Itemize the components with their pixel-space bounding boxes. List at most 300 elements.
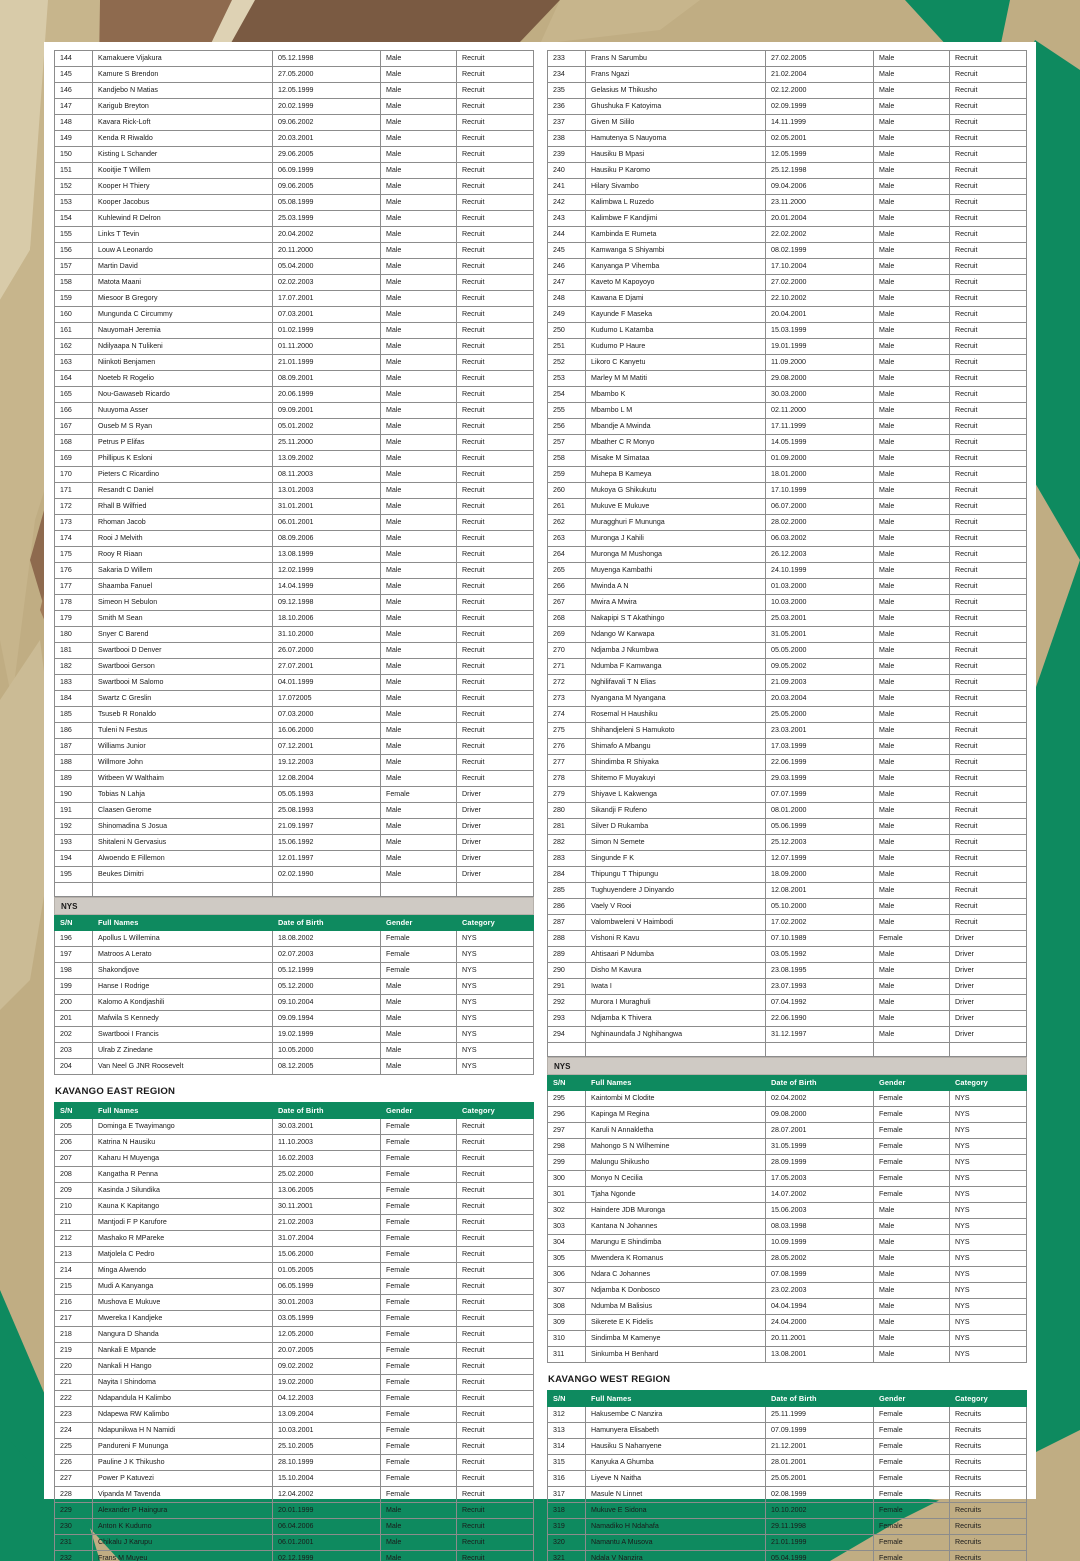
cell-dob: 25.10.2005 [273, 1439, 381, 1455]
cell-dob: 13.06.2005 [273, 1183, 381, 1199]
cell-category: Recruit [457, 211, 534, 227]
cell-gender: Male [381, 979, 457, 995]
cell-sn: 266 [548, 579, 586, 595]
cell-category: Recruit [457, 547, 534, 563]
cell-category: Recruit [950, 787, 1027, 803]
cell-sn: 281 [548, 819, 586, 835]
cell-gender: Female [381, 1263, 457, 1279]
table-row [55, 1535, 534, 1551]
column-header-category: Category [457, 915, 534, 931]
table-row [55, 67, 534, 83]
cell-full-name: Shaamba Fanuel [93, 579, 273, 595]
cell-dob: 07.08.1999 [766, 1267, 874, 1283]
table-row [55, 803, 534, 819]
cell-full-name: NauyomaH Jeremia [93, 323, 273, 339]
table-row [55, 163, 534, 179]
cell-sn: 308 [548, 1299, 586, 1315]
cell-gender: Female [874, 1407, 950, 1423]
cell-dob: 02.07.2003 [273, 947, 381, 963]
cell-dob: 19.12.2003 [273, 755, 381, 771]
cell-sn: 307 [548, 1283, 586, 1299]
table-row [548, 147, 1027, 163]
cell-category: Recruit [457, 227, 534, 243]
table-row [548, 691, 1027, 707]
cell-sn: 311 [548, 1347, 586, 1363]
cell-dob: 02.08.1999 [766, 1487, 874, 1503]
cell-category: Recruit [457, 355, 534, 371]
table-row [548, 163, 1027, 179]
cell-sn: 170 [55, 467, 93, 483]
cell-full-name: Alwoendo E Fillemon [93, 851, 273, 867]
cell-category: Recruit [950, 371, 1027, 387]
table-row [55, 419, 534, 435]
table-row [548, 1091, 1027, 1107]
cell-full-name: Rhoman Jacob [93, 515, 273, 531]
cell-category: Recruit [950, 451, 1027, 467]
cell-category: Recruit [457, 275, 534, 291]
cell-full-name: Ghushuka F Katoyima [586, 99, 766, 115]
cell-gender: Female [381, 1247, 457, 1263]
cell-full-name: Kooper Jacobus [93, 195, 273, 211]
cell-category: Recruit [950, 915, 1027, 931]
cell-category: NYS [950, 1235, 1027, 1251]
cell-full-name: Matroos A Lerato [93, 947, 273, 963]
cell-gender: Female [874, 1551, 950, 1561]
table-row [55, 1151, 534, 1167]
table-row [548, 1011, 1027, 1027]
cell-sn: 238 [548, 131, 586, 147]
cell-category: Recruits [950, 1503, 1027, 1519]
cell-category: Recruit [457, 419, 534, 435]
table-row [55, 1215, 534, 1231]
cell-gender: Female [874, 1455, 950, 1471]
cell-full-name: Hilary Sivambo [586, 179, 766, 195]
cell-dob: 12.05.1999 [766, 147, 874, 163]
table-row [548, 963, 1027, 979]
cell-gender: Male [381, 371, 457, 387]
cell-gender: Female [381, 1423, 457, 1439]
cell-category: Driver [457, 835, 534, 851]
table-row [548, 467, 1027, 483]
cell-gender: Male [381, 51, 457, 67]
cell-sn: 242 [548, 195, 586, 211]
cell-full-name: Niinkoti Benjamen [93, 355, 273, 371]
cell-gender: Male [381, 419, 457, 435]
cell-category: Recruit [457, 563, 534, 579]
table-header-row [55, 915, 534, 931]
cell-full-name: Vaely V Rooi [586, 899, 766, 915]
cell-dob: 22.06.1990 [766, 1011, 874, 1027]
cell-category: Recruit [457, 707, 534, 723]
cell-gender: Female [874, 1423, 950, 1439]
cell-gender: Male [381, 595, 457, 611]
table-row [55, 467, 534, 483]
cell-gender: Female [874, 1139, 950, 1155]
cell-gender: Male [381, 323, 457, 339]
table-row [548, 291, 1027, 307]
cell-dob: 09.06.2002 [273, 115, 381, 131]
table-row [548, 403, 1027, 419]
cell-dob: 01.11.2000 [273, 339, 381, 355]
cell-sn: 202 [55, 1027, 93, 1043]
cell-category: Recruit [950, 323, 1027, 339]
cell-gender: Female [381, 1279, 457, 1295]
cell-dob: 02.04.2002 [766, 1091, 874, 1107]
cell-dob: 21.02.2004 [766, 67, 874, 83]
cell-sn: 153 [55, 195, 93, 211]
cell-dob: 25.08.1993 [273, 803, 381, 819]
table-row [548, 547, 1027, 563]
cell-gender: Male [874, 195, 950, 211]
cell-gender: Female [874, 1123, 950, 1139]
cell-full-name: Mungunda C Circummy [93, 307, 273, 323]
cell-dob: 04.04.1994 [766, 1299, 874, 1315]
cell-gender: Female [381, 1359, 457, 1375]
table-body [548, 51, 1027, 1043]
cell-category: Recruit [457, 1151, 534, 1167]
cell-sn: 277 [548, 755, 586, 771]
cell-gender: Male [874, 1347, 950, 1363]
cell-gender: Male [381, 1011, 457, 1027]
cell-category: NYS [457, 995, 534, 1011]
table-row [55, 51, 534, 67]
cell-category: NYS [457, 947, 534, 963]
cell-dob: 06.01.2001 [273, 515, 381, 531]
cell-category: Recruit [457, 643, 534, 659]
cell-gender: Male [381, 499, 457, 515]
table-row [548, 195, 1027, 211]
table-row [55, 579, 534, 595]
cell-dob: 19.02.1999 [273, 1027, 381, 1043]
cell-category: Recruit [457, 595, 534, 611]
cell-dob: 08.01.2000 [766, 803, 874, 819]
cell-dob: 12.05.2000 [273, 1327, 381, 1343]
cell-gender: Female [381, 1119, 457, 1135]
cell-full-name: Ndala V Nanzira [586, 1551, 766, 1561]
cell-full-name: Mudi A Kanyanga [93, 1279, 273, 1295]
cell-category: NYS [457, 1027, 534, 1043]
table-row [55, 403, 534, 419]
cell-gender: Male [874, 723, 950, 739]
table-head [548, 1391, 1027, 1407]
cell-category: Recruit [457, 483, 534, 499]
cell-dob: 15.06.2000 [273, 1247, 381, 1263]
cell-sn: 152 [55, 179, 93, 195]
cell-full-name: Hamutenya S Nauyoma [586, 131, 766, 147]
cell-category: Recruit [950, 739, 1027, 755]
cell-category: Recruit [457, 1279, 534, 1295]
cell-full-name: Valombweleni V Haimbodi [586, 915, 766, 931]
table-row [55, 611, 534, 627]
cell-full-name: Frans Ngazi [586, 67, 766, 83]
cell-category: Driver [950, 1011, 1027, 1027]
cell-full-name: Phillipus K Esloni [93, 451, 273, 467]
cell-category: Recruit [950, 867, 1027, 883]
cell-gender: Male [874, 675, 950, 691]
cell-sn: 296 [548, 1107, 586, 1123]
cell-category: Recruit [457, 1359, 534, 1375]
cell-full-name: Mukuve E Mukuve [586, 499, 766, 515]
cell-gender: Male [381, 867, 457, 883]
cell-full-name: Given M Sililo [586, 115, 766, 131]
table-row [55, 675, 534, 691]
table-row [55, 179, 534, 195]
region-heading-kavango-east: KAVANGO EAST REGION [55, 1086, 176, 1097]
cell-category: Recruits [950, 1519, 1027, 1535]
cell-category: Recruit [457, 179, 534, 195]
cell-sn: 315 [548, 1455, 586, 1471]
cell-full-name: Tobias N Lahja [93, 787, 273, 803]
cell-category: Recruit [950, 211, 1027, 227]
cell-category: Recruit [950, 403, 1027, 419]
cell-category: Recruit [457, 1503, 534, 1519]
cell-full-name: Kawana E Djami [586, 291, 766, 307]
cell-category: Recruit [457, 1423, 534, 1439]
cell-category: Recruit [457, 387, 534, 403]
cell-full-name: Snyer C Barend [93, 627, 273, 643]
cell-dob: 27.05.2000 [273, 67, 381, 83]
cell-category: Recruit [457, 435, 534, 451]
cell-gender: Male [381, 451, 457, 467]
cell-sn: 185 [55, 707, 93, 723]
cell-sn: 212 [55, 1231, 93, 1247]
cell-sn: 231 [55, 1535, 93, 1551]
cell-sn: 279 [548, 787, 586, 803]
cell-category: Recruit [950, 67, 1027, 83]
cell-full-name: Nyangana M Nyangana [586, 691, 766, 707]
cell-category: Recruits [950, 1439, 1027, 1455]
cell-gender: Male [874, 371, 950, 387]
cell-sn: 232 [55, 1551, 93, 1561]
cell-dob: 12.04.2002 [273, 1487, 381, 1503]
cell-dob: 02.05.2001 [766, 131, 874, 147]
cell-full-name: Matota Maani [93, 275, 273, 291]
cell-sn: 300 [548, 1171, 586, 1187]
table-row [548, 803, 1027, 819]
table-row [548, 1219, 1027, 1235]
cell-category: Recruit [950, 627, 1027, 643]
table-body [55, 1119, 534, 1561]
cell-full-name: Tuleni N Festus [93, 723, 273, 739]
cell-full-name: Kalimbwa L Ruzedo [586, 195, 766, 211]
cell-sn: 275 [548, 723, 586, 739]
cell-full-name: Kaharu H Muyenga [93, 1151, 273, 1167]
cell-dob: 28.07.2001 [766, 1123, 874, 1139]
cell-dob: 12.07.1999 [766, 851, 874, 867]
cell-dob: 05.01.2002 [273, 419, 381, 435]
cell-sn: 245 [548, 243, 586, 259]
cell-dob: 14.05.1999 [766, 435, 874, 451]
cell-gender: Male [381, 163, 457, 179]
table-row [548, 1171, 1027, 1187]
cell-category: Driver [457, 851, 534, 867]
cell-dob: 06.09.1999 [273, 163, 381, 179]
cell-sn: 286 [548, 899, 586, 915]
table-row [548, 435, 1027, 451]
cell-sn: 210 [55, 1199, 93, 1215]
cell-category: Recruit [457, 675, 534, 691]
cell-gender: Male [874, 611, 950, 627]
cell-gender: Male [874, 867, 950, 883]
cell-sn: 206 [55, 1135, 93, 1151]
cell-full-name: Pieters C Ricardino [93, 467, 273, 483]
table-row [548, 979, 1027, 995]
cell-gender: Male [874, 915, 950, 931]
table-row [55, 563, 534, 579]
cell-dob: 02.09.1999 [766, 99, 874, 115]
cell-sn: 260 [548, 483, 586, 499]
cell-gender: Male [874, 1331, 950, 1347]
cell-dob: 31.01.2001 [273, 499, 381, 515]
cell-dob: 09.06.2005 [273, 179, 381, 195]
table-row [55, 339, 534, 355]
cell-gender: Male [381, 1551, 457, 1561]
cell-category: NYS [950, 1139, 1027, 1155]
cell-sn: 172 [55, 499, 93, 515]
cell-dob: 06.03.2002 [766, 531, 874, 547]
cell-dob: 21.01.1999 [766, 1535, 874, 1551]
cell-gender: Female [381, 963, 457, 979]
cell-gender: Male [381, 83, 457, 99]
cell-sn: 162 [55, 339, 93, 355]
cell-sn: 217 [55, 1311, 93, 1327]
cell-dob: 20.03.2001 [273, 131, 381, 147]
cell-category: Recruit [457, 755, 534, 771]
cell-gender: Male [381, 851, 457, 867]
cell-full-name: Nou-Gawaseb Ricardo [93, 387, 273, 403]
cell-gender: Male [874, 835, 950, 851]
cell-category: Driver [457, 803, 534, 819]
cell-full-name: Sinkumba H Benhard [586, 1347, 766, 1363]
cell-sn: 188 [55, 755, 93, 771]
cell-category: Recruit [457, 451, 534, 467]
cell-sn: 278 [548, 771, 586, 787]
cell-full-name: Ndilyaapa N Tulikeni [93, 339, 273, 355]
table-row [548, 323, 1027, 339]
cell-dob: 13.08.2001 [766, 1347, 874, 1363]
cell-gender: Male [874, 979, 950, 995]
cell-category: Recruit [457, 1535, 534, 1551]
table-row [55, 1407, 534, 1423]
cell-gender: Male [874, 995, 950, 1011]
cell-dob: 31.05.1999 [766, 1139, 874, 1155]
cell-sn: 316 [548, 1471, 586, 1487]
cell-dob: 25.02.2000 [273, 1167, 381, 1183]
cell-gender: Male [874, 1027, 950, 1043]
cell-sn: 298 [548, 1139, 586, 1155]
table-row [548, 387, 1027, 403]
cell-dob: 24.04.2000 [766, 1315, 874, 1331]
cell-dob: 14.11.1999 [766, 115, 874, 131]
cell-gender: Male [381, 1027, 457, 1043]
cell-gender: Female [381, 1311, 457, 1327]
cell-sn: 254 [548, 387, 586, 403]
cell-sn: 197 [55, 947, 93, 963]
cell-gender: Male [874, 739, 950, 755]
cell-full-name: Chikalu J Karupu [93, 1535, 273, 1551]
cell-full-name: Minga Alwendo [93, 1263, 273, 1279]
cell-full-name: Matjolela C Pedro [93, 1247, 273, 1263]
cell-full-name: Nankali H Hango [93, 1359, 273, 1375]
table-row [548, 1027, 1027, 1043]
cell-dob: 12.08.2001 [766, 883, 874, 899]
cell-gender: Male [874, 259, 950, 275]
cell-dob: 02.02.2003 [273, 275, 381, 291]
cell-dob: 07.07.1999 [766, 787, 874, 803]
table-row [55, 963, 534, 979]
table-row [55, 595, 534, 611]
cell-dob: 25.03.1999 [273, 211, 381, 227]
table-row [55, 691, 534, 707]
cell-category: Recruit [457, 467, 534, 483]
table-row [548, 227, 1027, 243]
cell-sn: 247 [548, 275, 586, 291]
cell-gender: Male [381, 291, 457, 307]
cell-gender: Male [874, 115, 950, 131]
cell-sn: 164 [55, 371, 93, 387]
table-row [548, 1551, 1027, 1561]
cell-dob: 20.01.1999 [273, 1503, 381, 1519]
cell-sn: 268 [548, 611, 586, 627]
cell-gender: Male [381, 515, 457, 531]
cell-full-name: Kaveto M Kapoyoyo [586, 275, 766, 291]
cell-category: Recruit [950, 163, 1027, 179]
cell-gender: Male [874, 387, 950, 403]
cell-sn: 149 [55, 131, 93, 147]
cell-dob: 16.02.2003 [273, 1151, 381, 1167]
cell-dob: 18.10.2006 [273, 611, 381, 627]
cell-dob: 25.11.2000 [273, 435, 381, 451]
cell-dob: 29.11.1998 [766, 1519, 874, 1535]
cell-sn: 287 [548, 915, 586, 931]
cell-gender: Male [381, 611, 457, 627]
column-header-dob: Date of Birth [766, 1391, 874, 1407]
cell-full-name: Hanse I Rodrige [93, 979, 273, 995]
cell-gender: Female [381, 1327, 457, 1343]
cell-sn: 265 [548, 563, 586, 579]
table-row [55, 387, 534, 403]
cell-gender: Male [874, 451, 950, 467]
cell-sn: 251 [548, 339, 586, 355]
cell-full-name: Simon N Semete [586, 835, 766, 851]
table-row [548, 1107, 1027, 1123]
cell-sn: 248 [548, 291, 586, 307]
cell-gender: Male [381, 643, 457, 659]
cell-category: Recruit [950, 579, 1027, 595]
cell-sn: 173 [55, 515, 93, 531]
table-row [55, 531, 534, 547]
cell-dob: 06.01.2001 [273, 1535, 381, 1551]
cell-gender: Male [381, 995, 457, 1011]
cell-dob: 01.02.1999 [273, 323, 381, 339]
cell-full-name: Misake M Simataa [586, 451, 766, 467]
cell-category: NYS [950, 1123, 1027, 1139]
table-row [55, 1439, 534, 1455]
cell-category: Recruit [457, 1199, 534, 1215]
cell-full-name: Noeteb R Rogelio [93, 371, 273, 387]
cell-category: Recruits [950, 1471, 1027, 1487]
cell-full-name: Nankali E Mpande [93, 1343, 273, 1359]
cell-sn: 203 [55, 1043, 93, 1059]
cell-full-name: Kanyuka A Ghumba [586, 1455, 766, 1471]
cell-full-name: Mwendera K Romanus [586, 1251, 766, 1267]
cell-gender: Male [381, 147, 457, 163]
cell-dob: 02.12.2000 [766, 83, 874, 99]
cell-gender: Male [874, 323, 950, 339]
cell-category: Driver [950, 979, 1027, 995]
table-row [55, 995, 534, 1011]
cell-full-name: Hamunyera Elisabeth [586, 1423, 766, 1439]
